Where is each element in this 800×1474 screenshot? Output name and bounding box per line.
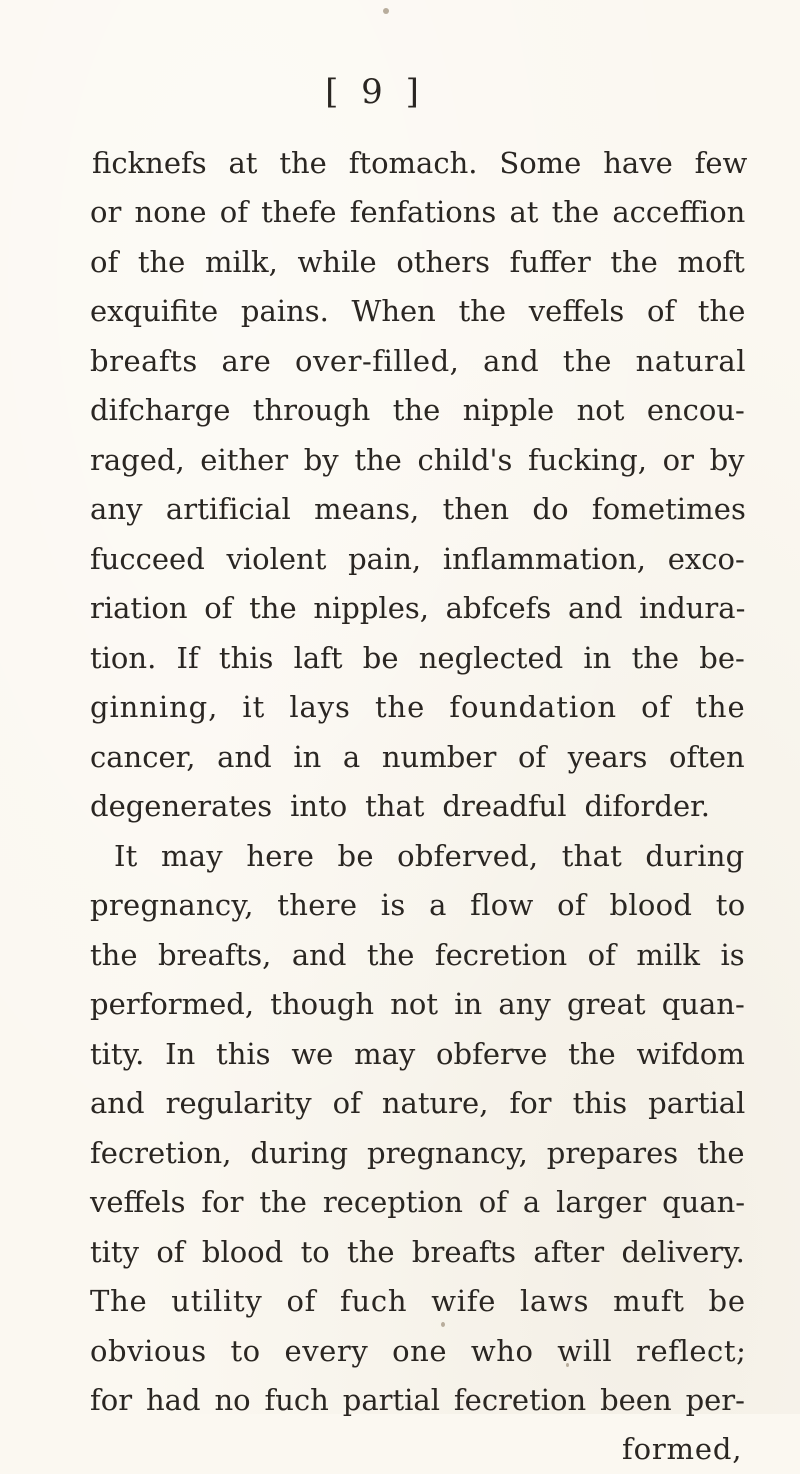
text-line: ficknefs at the ftomach. Some have few [92, 146, 748, 180]
text-line: and regularity of nature, for this partial [90, 1086, 746, 1120]
text-line: difcharge through the nipple not encou- [90, 393, 745, 427]
page-number: [ 9 ] [325, 72, 425, 112]
text-line: raged, either by the child's fucking, or by [90, 443, 745, 477]
text-line: or none of thefe fenfations at the acceffion [90, 195, 746, 229]
text-line: tion. If this laft be neglected in the be- [90, 641, 745, 675]
text-line: exquifite pains. When the veffels of the [90, 294, 746, 328]
text-line: obvious to every one who will reflect; [90, 1334, 747, 1368]
text-line: cancer, and in a number of years often [90, 740, 745, 774]
text-line: any artificial means, then do fometimes [90, 492, 746, 526]
text-line: tity of blood to the breafts after delivery. [90, 1235, 745, 1269]
text-line: degenerates into that dreadful diforder. [90, 789, 710, 823]
ink-speck [383, 8, 389, 14]
text-line: of the milk, while others fuffer the moft [90, 245, 745, 279]
text-line: fucceed violent pain, inflammation, exco- [90, 542, 745, 576]
text-line: tity. In this we may obferve the wifdom [90, 1037, 745, 1071]
text-line: breafts are over-filled, and the natural [90, 344, 746, 378]
text-line: the breafts, and the fecretion of milk is [90, 938, 745, 972]
text-line: formed, [622, 1432, 743, 1466]
text-line: riation of the nipples, abfcefs and indura- [90, 591, 746, 625]
text-line: ginning, it lays the foundation of the [90, 690, 746, 724]
text-line: fecretion, during pregnancy, prepares the [90, 1136, 745, 1170]
text-line: The utility of fuch wife laws muft be [90, 1284, 746, 1318]
text-line: performed, though not in any great quan- [90, 987, 745, 1021]
text-line: pregnancy, there is a flow of blood to [90, 888, 746, 922]
text-line: veffels for the reception of a larger quan- [90, 1185, 746, 1219]
text-line: It may here be obferved, that during [114, 839, 745, 873]
text-line: for had no fuch partial fecretion been per- [90, 1383, 745, 1417]
